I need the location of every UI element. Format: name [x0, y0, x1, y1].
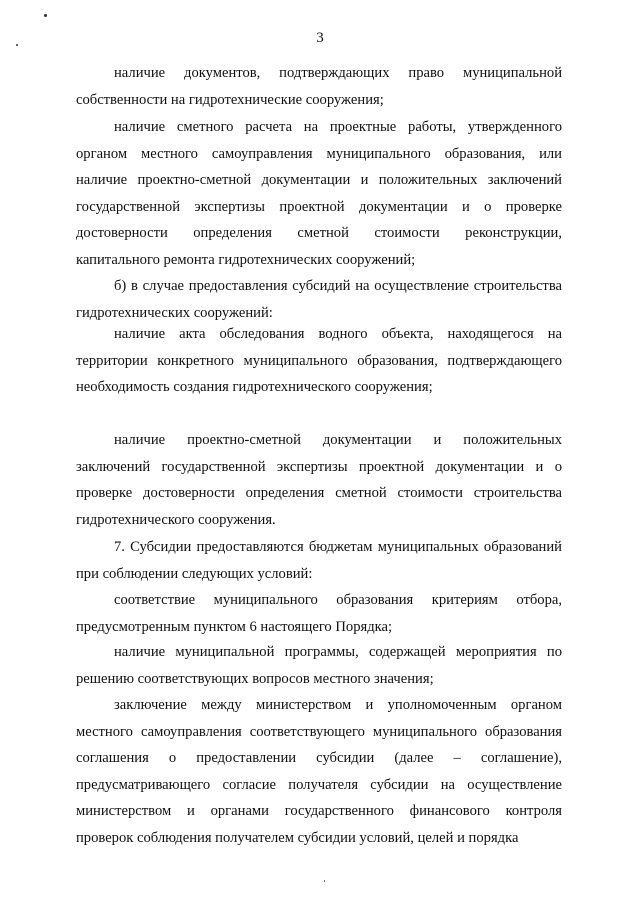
paragraph-estimate-documents: наличие сметного расчета на проектные работы, утвержденного органом местного самоуправления муниципального образования, или наличие проектно-сметной документации и положительных заключений государственной экспертизы проектной документации и о проверке достоверности определения сметной стоимости реконструкции, капитального ремонта гидротехнических сооружений; [76, 119, 562, 268]
paragraph-design-estimate: наличие проектно-сметной документации и положительных заключений государственной экспертизы проектной документации и о проверке достоверности определения сметной стоимости строительства гидротехнического сооружения. [76, 432, 562, 528]
paragraph-item-7-conditions: 7. Субсидии предоставляются бюджетам муниципальных образований при соблюдении следующих условий: [76, 539, 562, 582]
paragraph-selection-criteria: соответствие муниципального образования критериям отбора, предусмотренным пунктом 6 настоящего Порядка; [76, 592, 562, 635]
paragraph-survey-act: наличие акта обследования водного объекта, находящегося на территории конкретного муниципального образования, подтверждающего необходимость создания гидротехнического сооружения; [76, 326, 562, 396]
scan-speck [44, 14, 47, 17]
page-number: 3 [316, 30, 324, 46]
scan-speck [324, 880, 325, 882]
paragraph-item-b-construction: б) в случае предоставления субсидий на осуществление строительства гидротехнических сооружений: [76, 278, 562, 321]
paragraph-ownership-documents: наличие документов, подтверждающих право муниципальной собственности на гидротехнические сооружения; [76, 65, 562, 108]
paragraph-agreement: заключение между министерством и уполномоченным органом местного самоуправления соответствующего муниципального образования соглашения о предоставлении субсидии (далее – соглашение), предусматривающего согласие получателя субсидии на осуществление министерством и органами государственного финансового контроля проверок соблюдения получателем субсидии условий, целей и порядка [76, 697, 562, 846]
paragraph-municipal-program: наличие муниципальной программы, содержащей мероприятия по решению соответствующих вопросов местного значения; [76, 644, 562, 687]
